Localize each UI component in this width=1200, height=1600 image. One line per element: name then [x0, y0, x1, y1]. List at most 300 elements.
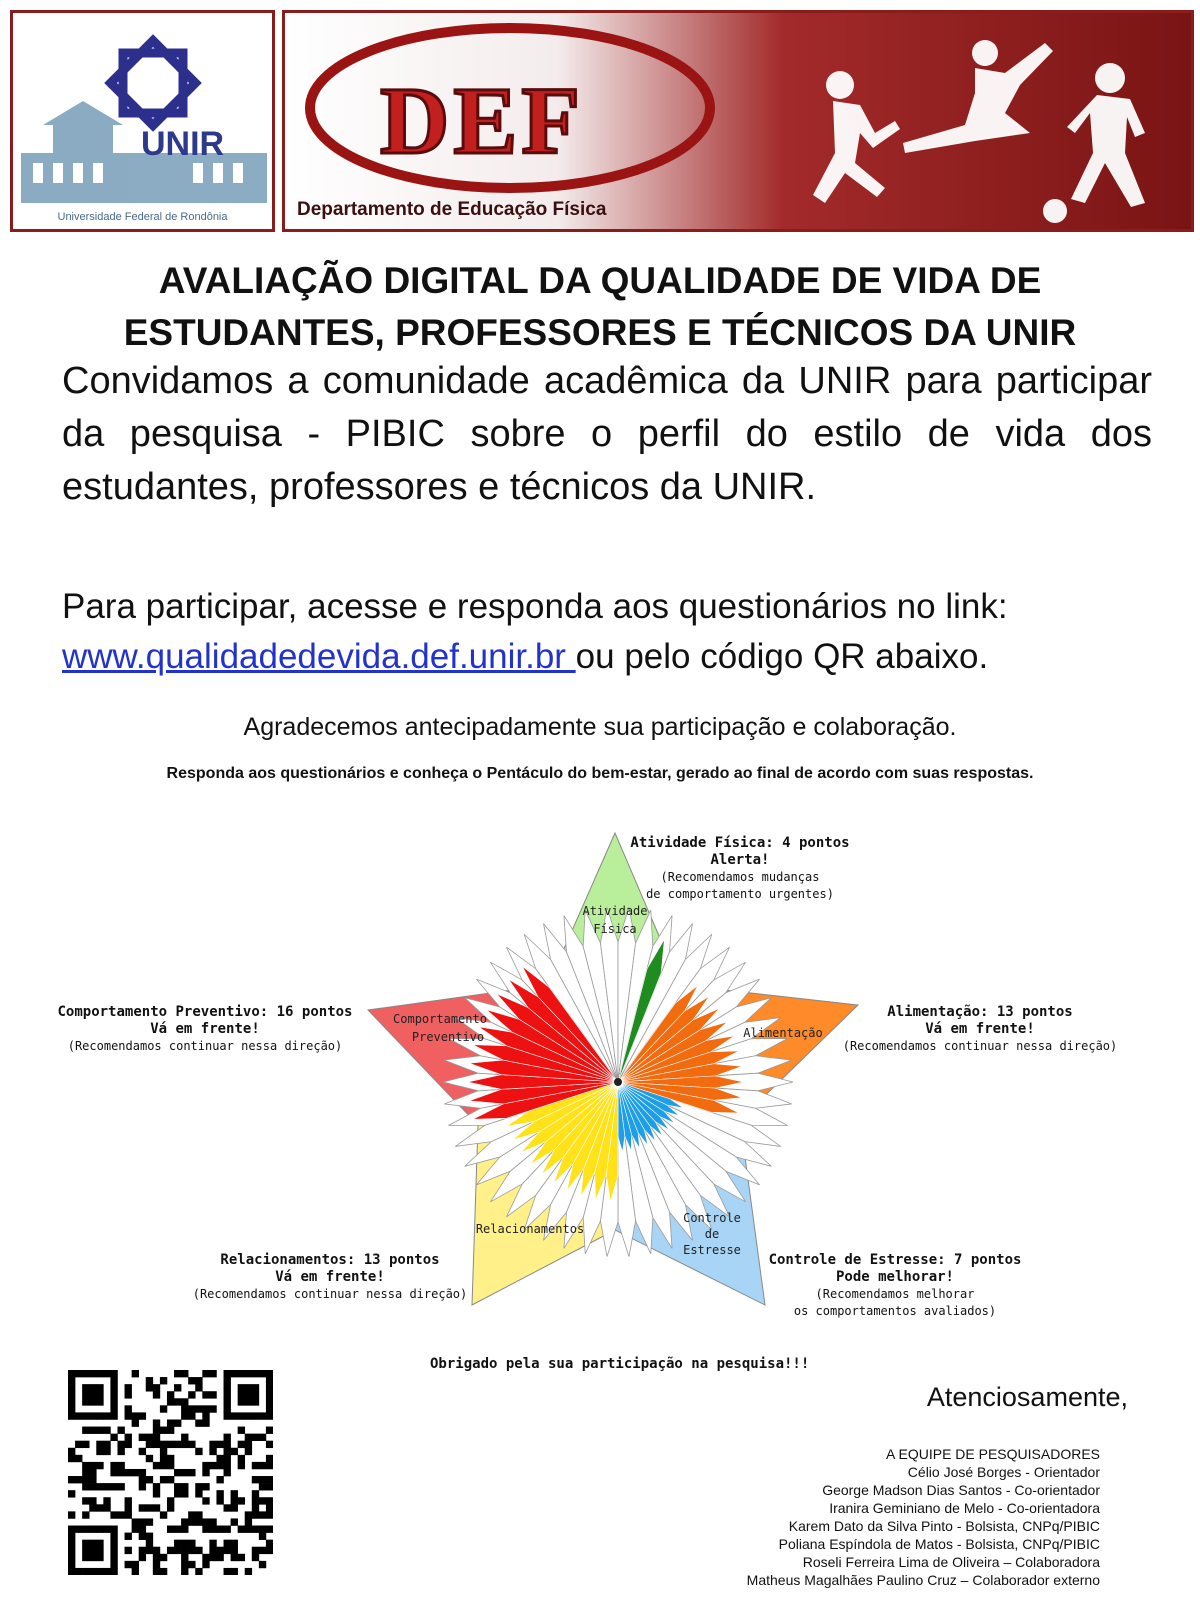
qr-module [68, 1476, 75, 1483]
qr-module [188, 1412, 195, 1419]
qr-module [96, 1384, 103, 1391]
qr-module [68, 1554, 75, 1561]
qr-module [238, 1441, 245, 1448]
result-relacionamentos-status: Vá em frente! [275, 1269, 385, 1285]
qr-module [103, 1441, 110, 1448]
qr-module [252, 1370, 259, 1377]
qr-module [82, 1462, 89, 1469]
qr-module [96, 1540, 103, 1547]
qr-module [139, 1526, 146, 1533]
unir-wordmark: UNIR [141, 125, 225, 163]
qr-module [266, 1476, 273, 1483]
qr-module [125, 1561, 132, 1568]
qr-module [266, 1483, 273, 1490]
qr-module [174, 1419, 181, 1426]
qr-module [153, 1490, 160, 1497]
result-alimentacao-status: Vá em frente! [925, 1021, 1035, 1037]
qr-module [245, 1391, 252, 1398]
qr-module [181, 1469, 188, 1476]
title-line-2: ESTUDANTES, PROFESSORES E TÉCNICOS DA UNIR [123, 312, 1077, 353]
qr-module [110, 1526, 117, 1533]
qr-module [167, 1547, 174, 1554]
qr-module [181, 1547, 188, 1554]
qr-module [224, 1370, 231, 1377]
qr-module [188, 1518, 195, 1525]
qr-module [146, 1434, 153, 1441]
qr-module [188, 1511, 195, 1518]
qr-module [68, 1568, 75, 1575]
qr-module [266, 1504, 273, 1511]
qr-module [174, 1483, 181, 1490]
qr-module [68, 1511, 75, 1518]
qr-module [238, 1526, 245, 1533]
qr-module [89, 1554, 96, 1561]
qr-module [209, 1540, 216, 1547]
qr-module [266, 1398, 273, 1405]
qr-module [231, 1448, 238, 1455]
qr-module [146, 1533, 153, 1540]
qr-module [252, 1398, 259, 1405]
qr-module [231, 1412, 238, 1419]
def-logo-text: DEF [380, 67, 584, 174]
qr-module [174, 1370, 181, 1377]
qr-module [252, 1554, 259, 1561]
qr-module [139, 1554, 146, 1561]
qr-module [252, 1476, 259, 1483]
qr-module [82, 1441, 89, 1448]
thanks-text: Agradecemos antecipadamente sua participação e colaboração. [243, 713, 957, 741]
qr-module [89, 1568, 96, 1575]
qr-module [110, 1568, 117, 1575]
qr-module [125, 1504, 132, 1511]
qr-module [96, 1547, 103, 1554]
qr-module [195, 1384, 202, 1391]
qr-module [216, 1462, 223, 1469]
qr-module [209, 1405, 216, 1412]
qr-module [266, 1462, 273, 1469]
qr-module [103, 1497, 110, 1504]
team-member: Roseli Ferreira Lima de Oliveira – Colaboradora [802, 1554, 1100, 1570]
qr-module [82, 1391, 89, 1398]
qr-module [75, 1476, 82, 1483]
qr-module [266, 1405, 273, 1412]
qr-module [259, 1412, 266, 1419]
qr-module [231, 1518, 238, 1525]
result-atividade-status: Alerta! [710, 852, 770, 868]
qr-module [89, 1370, 96, 1377]
qr-module [259, 1526, 266, 1533]
qr-module [110, 1398, 117, 1405]
qr-module [68, 1455, 75, 1462]
qr-module [139, 1434, 146, 1441]
qr-module [160, 1568, 167, 1575]
qr-module [125, 1469, 132, 1476]
qr-module [252, 1511, 259, 1518]
qr-module [153, 1391, 160, 1398]
qr-module [110, 1547, 117, 1554]
unir-logo [10, 10, 275, 232]
qr-module [125, 1434, 132, 1441]
qr-module [181, 1405, 188, 1412]
qr-module [117, 1448, 124, 1455]
qr-module [139, 1533, 146, 1540]
qr-module [266, 1370, 273, 1377]
qr-module [238, 1462, 245, 1469]
qr-module [188, 1405, 195, 1412]
participation-suffix: ou pelo código QR abaixo. [575, 637, 989, 676]
qr-module [96, 1462, 103, 1469]
qr-module [153, 1419, 160, 1426]
qr-module [181, 1483, 188, 1490]
qr-module [89, 1497, 96, 1504]
qr-module [202, 1469, 209, 1476]
qr-module [146, 1377, 153, 1384]
qr-module [216, 1497, 223, 1504]
qr-module [132, 1412, 139, 1419]
qr-module [181, 1412, 188, 1419]
qr-module [103, 1568, 110, 1575]
qr-module [89, 1462, 96, 1469]
qr-module [153, 1384, 160, 1391]
qr-module [117, 1427, 124, 1434]
qr-module [245, 1384, 252, 1391]
qr-module [153, 1554, 160, 1561]
qr-module [174, 1540, 181, 1547]
qr-module [82, 1511, 89, 1518]
qr-module [110, 1405, 117, 1412]
result-alimentacao-head: Alimentação: 13 pontos [887, 1004, 1073, 1020]
qr-module [153, 1434, 160, 1441]
qr-module [181, 1568, 188, 1575]
qr-module [181, 1526, 188, 1533]
qr-module [266, 1427, 273, 1434]
qr-module [82, 1547, 89, 1554]
unir-star-icon [13, 13, 272, 229]
qr-module [224, 1412, 231, 1419]
qr-module [245, 1412, 252, 1419]
qr-module [68, 1547, 75, 1554]
qr-module [231, 1554, 238, 1561]
qr-module [202, 1412, 209, 1419]
qr-module [245, 1441, 252, 1448]
survey-link[interactable]: www.qualidadedevida.def.unir.br [62, 637, 576, 676]
qr-module [68, 1370, 75, 1377]
qr-module [75, 1526, 82, 1533]
qr-module [139, 1518, 146, 1525]
label-estresse-3: Estresse [683, 1243, 741, 1257]
qr-module [245, 1434, 252, 1441]
qr-module [202, 1405, 209, 1412]
qr-module [89, 1504, 96, 1511]
qr-module [153, 1561, 160, 1568]
qr-module [195, 1547, 202, 1554]
qr-module [224, 1540, 231, 1547]
qr-module [245, 1448, 252, 1455]
qr-module [125, 1412, 132, 1419]
qr-module [68, 1398, 75, 1405]
qr-module [167, 1419, 174, 1426]
qr-module [181, 1490, 188, 1497]
qr-module [82, 1497, 89, 1504]
qr-module [68, 1412, 75, 1419]
result-preventivo-status: Vá em frente! [150, 1021, 260, 1037]
qr-module [195, 1518, 202, 1525]
qr-module [259, 1511, 266, 1518]
qr-module [181, 1370, 188, 1377]
qr-module [139, 1476, 146, 1483]
qr-module [245, 1398, 252, 1405]
qr-module [181, 1561, 188, 1568]
qr-module [224, 1405, 231, 1412]
qr-module [167, 1497, 174, 1504]
qr-module [224, 1448, 231, 1455]
result-estresse-head: Controle de Estresse: 7 pontos [768, 1252, 1022, 1268]
qr-code-icon[interactable] [68, 1370, 273, 1575]
qr-module [68, 1533, 75, 1540]
qr-module [132, 1561, 139, 1568]
result-atividade-head: Atividade Física: 4 pontos [630, 835, 850, 851]
qr-module [117, 1469, 124, 1476]
qr-module [110, 1462, 117, 1469]
qr-module [110, 1483, 117, 1490]
qr-module [238, 1391, 245, 1398]
qr-module [89, 1398, 96, 1405]
qr-module [89, 1391, 96, 1398]
qr-module [139, 1412, 146, 1419]
qr-module [259, 1533, 266, 1540]
qr-module [153, 1441, 160, 1448]
title-line-1: AVALIAÇÃO DIGITAL DA QUALIDADE DE VIDA DE [158, 260, 1042, 301]
result-estresse [760, 1252, 1030, 1320]
qr-module [96, 1441, 103, 1448]
label-preventivo-1: Comportamento [393, 1012, 487, 1026]
qr-module [89, 1469, 96, 1476]
qr-module [238, 1455, 245, 1462]
qr-module [224, 1455, 231, 1462]
qr-module [266, 1547, 273, 1554]
qr-module [89, 1547, 96, 1554]
qr-module [216, 1547, 223, 1554]
qr-module [245, 1518, 252, 1525]
team-member: George Madson Dias Santos - Co-orientador [822, 1482, 1100, 1498]
qr-module [266, 1526, 273, 1533]
qr-module [238, 1427, 245, 1434]
qr-module [160, 1511, 167, 1518]
unir-caption: Universidade Federal de Rondônia [57, 211, 228, 223]
qr-module [245, 1370, 252, 1377]
qr-module [231, 1540, 238, 1547]
qr-module [110, 1540, 117, 1547]
qr-module [266, 1391, 273, 1398]
qr-module [224, 1384, 231, 1391]
qr-module [68, 1448, 75, 1455]
qr-module [89, 1427, 96, 1434]
qr-module [146, 1455, 153, 1462]
qr-module [160, 1427, 167, 1434]
qr-module [160, 1462, 167, 1469]
qr-module [82, 1469, 89, 1476]
qr-module [160, 1455, 167, 1462]
qr-module [188, 1540, 195, 1547]
qr-module [266, 1540, 273, 1547]
qr-module [224, 1547, 231, 1554]
qr-module [202, 1483, 209, 1490]
participation-prefix: Para participar, acesse e responda aos questionários no link: [62, 587, 1008, 626]
qr-module [167, 1504, 174, 1511]
qr-module [132, 1469, 139, 1476]
qr-module [103, 1526, 110, 1533]
qr-module [195, 1483, 202, 1490]
qr-module [153, 1568, 160, 1575]
team-member: Matheus Magalhães Paulino Cruz – Colaborador externo [746, 1572, 1100, 1588]
qr-module [68, 1391, 75, 1398]
qr-module [252, 1462, 259, 1469]
qr-module [82, 1554, 89, 1561]
qr-module [96, 1427, 103, 1434]
qr-module [82, 1526, 89, 1533]
qr-module [252, 1526, 259, 1533]
qr-module [224, 1469, 231, 1476]
qr-module [216, 1476, 223, 1483]
qr-module [153, 1504, 160, 1511]
qr-module [174, 1469, 181, 1476]
qr-module [139, 1547, 146, 1554]
qr-module [167, 1391, 174, 1398]
qr-module [202, 1419, 209, 1426]
qr-module [110, 1391, 117, 1398]
qr-module [188, 1377, 195, 1384]
team-member: Iranira Geminiano de Melo - Co-orientadora [829, 1500, 1100, 1516]
result-relacionamentos [180, 1252, 480, 1303]
qr-module [202, 1561, 209, 1568]
qr-module [259, 1483, 266, 1490]
qr-module [89, 1540, 96, 1547]
qr-module [132, 1419, 139, 1426]
qr-module [103, 1427, 110, 1434]
qr-module [216, 1490, 223, 1497]
qr-module [146, 1384, 153, 1391]
qr-module [132, 1568, 139, 1575]
qr-module [75, 1568, 82, 1575]
qr-module [259, 1561, 266, 1568]
qr-module [110, 1533, 117, 1540]
qr-module [209, 1441, 216, 1448]
qr-module [160, 1554, 167, 1561]
qr-module [266, 1455, 273, 1462]
qr-module [153, 1547, 160, 1554]
qr-module [146, 1518, 153, 1525]
qr-module [209, 1547, 216, 1554]
qr-module [209, 1518, 216, 1525]
qr-module [259, 1497, 266, 1504]
qr-module [216, 1455, 223, 1462]
qr-module [188, 1469, 195, 1476]
qr-module [181, 1434, 188, 1441]
qr-module [259, 1462, 266, 1469]
qr-module [167, 1398, 174, 1405]
pentacle-figure [0, 800, 1200, 1320]
qr-module [96, 1448, 103, 1455]
qr-module [238, 1554, 245, 1561]
qr-module [75, 1412, 82, 1419]
qr-module [224, 1391, 231, 1398]
label-relacionamentos: Relacionamentos [475, 1222, 585, 1236]
qr-module [252, 1434, 259, 1441]
label-atividade-2: Física [593, 922, 637, 936]
qr-module [224, 1568, 231, 1575]
qr-module [174, 1398, 181, 1405]
qr-module [125, 1511, 132, 1518]
qr-module [153, 1462, 160, 1469]
qr-module [188, 1561, 195, 1568]
result-estresse-rec1: (Recomendamos melhorar [815, 1287, 975, 1301]
qr-module [202, 1554, 209, 1561]
qr-module [209, 1554, 216, 1561]
qr-module [103, 1412, 110, 1419]
qr-module [117, 1483, 124, 1490]
qr-module [224, 1441, 231, 1448]
qr-module [167, 1455, 174, 1462]
result-atividade-rec1: (Recomendamos mudanças [660, 870, 820, 884]
qr-module [174, 1384, 181, 1391]
qr-module [96, 1504, 103, 1511]
qr-module [125, 1441, 132, 1448]
qr-module [89, 1526, 96, 1533]
team-member: Karem Dato da Silva Pinto - Bolsista, CNPq/PIBIC [788, 1518, 1100, 1534]
qr-module [259, 1547, 266, 1554]
qr-module [75, 1441, 82, 1448]
result-atividade [600, 835, 880, 903]
qr-module [259, 1476, 266, 1483]
label-preventivo-2: Preventivo [411, 1030, 485, 1044]
qr-module [231, 1370, 238, 1377]
qr-module [160, 1476, 167, 1483]
qr-module [188, 1391, 195, 1398]
team-member: Célio José Borges - Orientador [907, 1464, 1100, 1480]
qr-module [103, 1504, 110, 1511]
qr-module [181, 1398, 188, 1405]
label-estresse-2: de [704, 1227, 720, 1241]
result-alimentacao [830, 1004, 1130, 1055]
qr-module [238, 1412, 245, 1419]
qr-module [160, 1448, 167, 1455]
qr-module [82, 1398, 89, 1405]
qr-module [202, 1370, 209, 1377]
qr-module [266, 1412, 273, 1419]
qr-module [245, 1526, 252, 1533]
qr-module [96, 1568, 103, 1575]
qr-module [160, 1377, 167, 1384]
qr-module [216, 1526, 223, 1533]
label-atividade-1: Atividade [582, 904, 648, 918]
qr-module [75, 1370, 82, 1377]
qr-module [252, 1384, 259, 1391]
result-preventivo [40, 1004, 370, 1055]
pentacle-note: Responda aos questionários e conheça o Pentáculo do bem-estar, gerado ao final de acordo com suas respostas. [166, 765, 1034, 782]
qr-module [89, 1476, 96, 1483]
qr-module [266, 1377, 273, 1384]
label-estresse-1: Controle [683, 1211, 741, 1225]
qr-module [252, 1497, 259, 1504]
qr-module [68, 1490, 75, 1497]
participation-paragraph [62, 582, 1152, 682]
invitation-paragraph: Convidamos a comunidade acadêmica da UNIR para participar da pesquisa - PIBIC sobre o perfil do estilo de vida dos estudantes, professores e técnicos da UNIR. [62, 360, 1152, 508]
qr-module [209, 1391, 216, 1398]
qr-module [167, 1462, 174, 1469]
qr-module [103, 1448, 110, 1455]
qr-module [224, 1377, 231, 1384]
qr-module [96, 1370, 103, 1377]
